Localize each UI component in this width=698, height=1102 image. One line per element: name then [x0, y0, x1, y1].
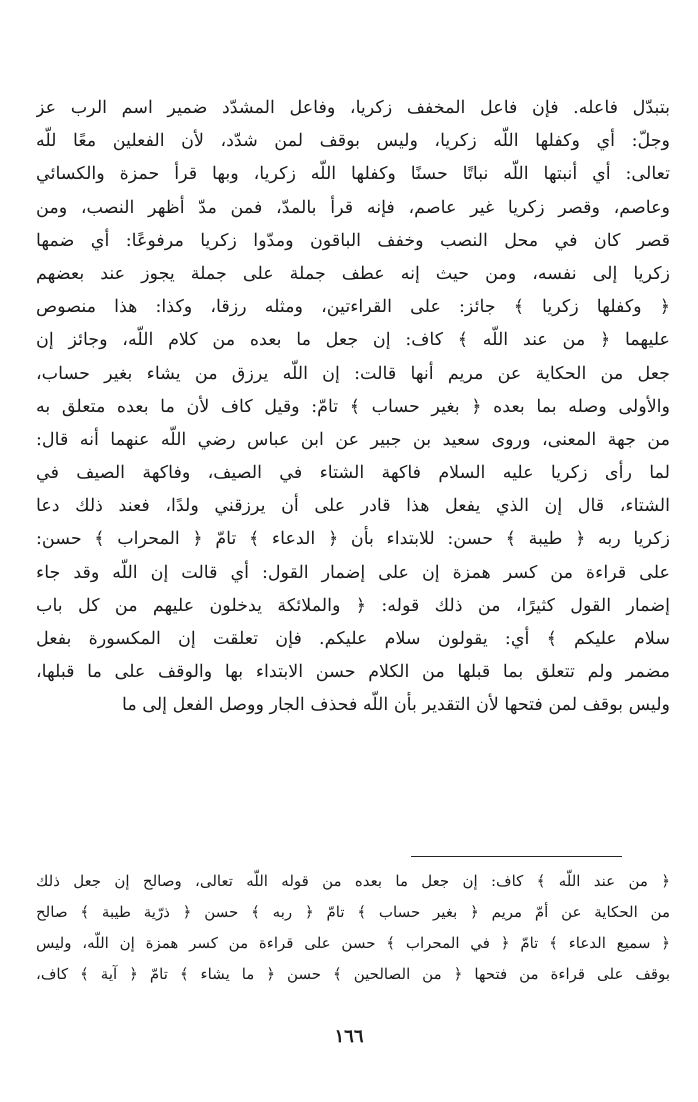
- text-line: الشتاء، قال إن الذي يفعل هذا قادر على أن يرزقني ولدًا، فعند ذلك دعا: [36, 496, 670, 517]
- text-line: وليس بوقف لمن فتحها لأن التقدير بأن اللّه فحذف الجار ووصل الفعل إلى ما: [122, 695, 670, 716]
- text-line: ﴿ وكفلها زكريا ﴾ جائز: على القراءتين، ومثله رزقا، وكذا: هذا منصوص: [36, 297, 670, 318]
- text-line: وعاصم، وقصر زكريا غير عاصم، فإنه قرأ بالمدّ، فمن مدّ أظهر النصب، ومن: [36, 197, 670, 218]
- footnote-line: بوقف على قراءة من فتحها ﴿ من الصالحين ﴾ حسن ﴿ ما يشاء ﴾ تامّ ﴿ آية ﴾ كاف،: [36, 965, 670, 983]
- text-line: جعل من الحكاية عن مريم أنها قالت: إن اللّه يرزق من يشاء بغير حساب،: [36, 363, 670, 384]
- footnote-line: من الحكاية عن أمّ مريم ﴿ بغير حساب ﴾ تامّ ﴿ ربه ﴾ حسن ﴿ ذرّية طيبة ﴾ صالح: [36, 903, 670, 921]
- text-line: زكريا إلى نفسه، ومن حيث إنه عطف جملة على جملة يجوز عند بعضهم: [36, 263, 670, 284]
- text-line: وجلّ: أي وكفلها اللّه زكريا، وليس بوقف لمن شدّد، لأن الفعلين معًا للّه: [36, 131, 670, 152]
- text-line: قصر كان في محل النصب وخفف الباقون ومدّوا زكريا مرفوعًا: أي ضمها: [36, 230, 670, 251]
- main-text: [36, 92, 670, 723]
- footnote-separator: [411, 856, 622, 857]
- footnotes: [36, 866, 670, 990]
- text-line: من جهة المعنى، وروى سعيد بن جبير عن ابن عباس رضي اللّه عنهما أنه قال:: [36, 429, 670, 450]
- page-body: [36, 92, 670, 723]
- text-line: لما رأى زكريا عليه السلام فاكهة الشتاء في الصيف، وفاكهة الصيف في: [36, 463, 670, 484]
- footnote-line: ﴿ من عند اللّه ﴾ كاف: إن جعل ما بعده من قوله اللّه تعالى، وصالح إن جعل ذلك: [36, 872, 670, 890]
- text-line: بتبدّل فاعله. فإن فاعل المخفف زكريا، وفاعل المشدّد ضمير اسم الرب عز: [36, 98, 670, 118]
- page-number: ١٦٦: [334, 1026, 364, 1047]
- text-line: والأولى وصله بما بعده ﴿ بغير حساب ﴾ تامّ: وقيل كاف لأن ما بعده متعلق به: [36, 396, 670, 417]
- text-line: زكريا ربه ﴿ طيبة ﴾ حسن: للابتداء بأن ﴿ الدعاء ﴾ تامّ ﴿ المحراب ﴾ حسن:: [36, 529, 670, 550]
- text-line: سلام عليكم ﴾ أي: يقولون سلام عليكم. فإن تعلقت إن المكسورة بفعل: [36, 629, 670, 649]
- text-line: عليهما ﴿ من عند اللّه ﴾ كاف: إن جعل ما بعده من كلام اللّه، وجائز إن: [36, 330, 670, 351]
- text-line: تعالى: أي أنبتها اللّه نباتًا حسنًا وكفلها اللّه زكريا، وبها قرأ حمزة والكسائي: [36, 164, 670, 185]
- text-line: مضمر ولم تتعلق بما قبلها من الكلام حسن الابتداء بها والوقف على ما قبلها،: [36, 662, 670, 683]
- text-line: إضمار القول كثيرًا، من ذلك قوله: ﴿ والملائكة يدخلون عليهم من كل باب: [36, 595, 670, 616]
- footnote-line: ﴿ سميع الدعاء ﴾ تامّ ﴿ في المحراب ﴾ حسن على قراءة من كسر همزة إن اللّه، وليس: [36, 934, 670, 952]
- text-line: على قراءة من كسر همزة إن على إضمار القول: أي قالت إن اللّه وقد جاء: [36, 562, 670, 583]
